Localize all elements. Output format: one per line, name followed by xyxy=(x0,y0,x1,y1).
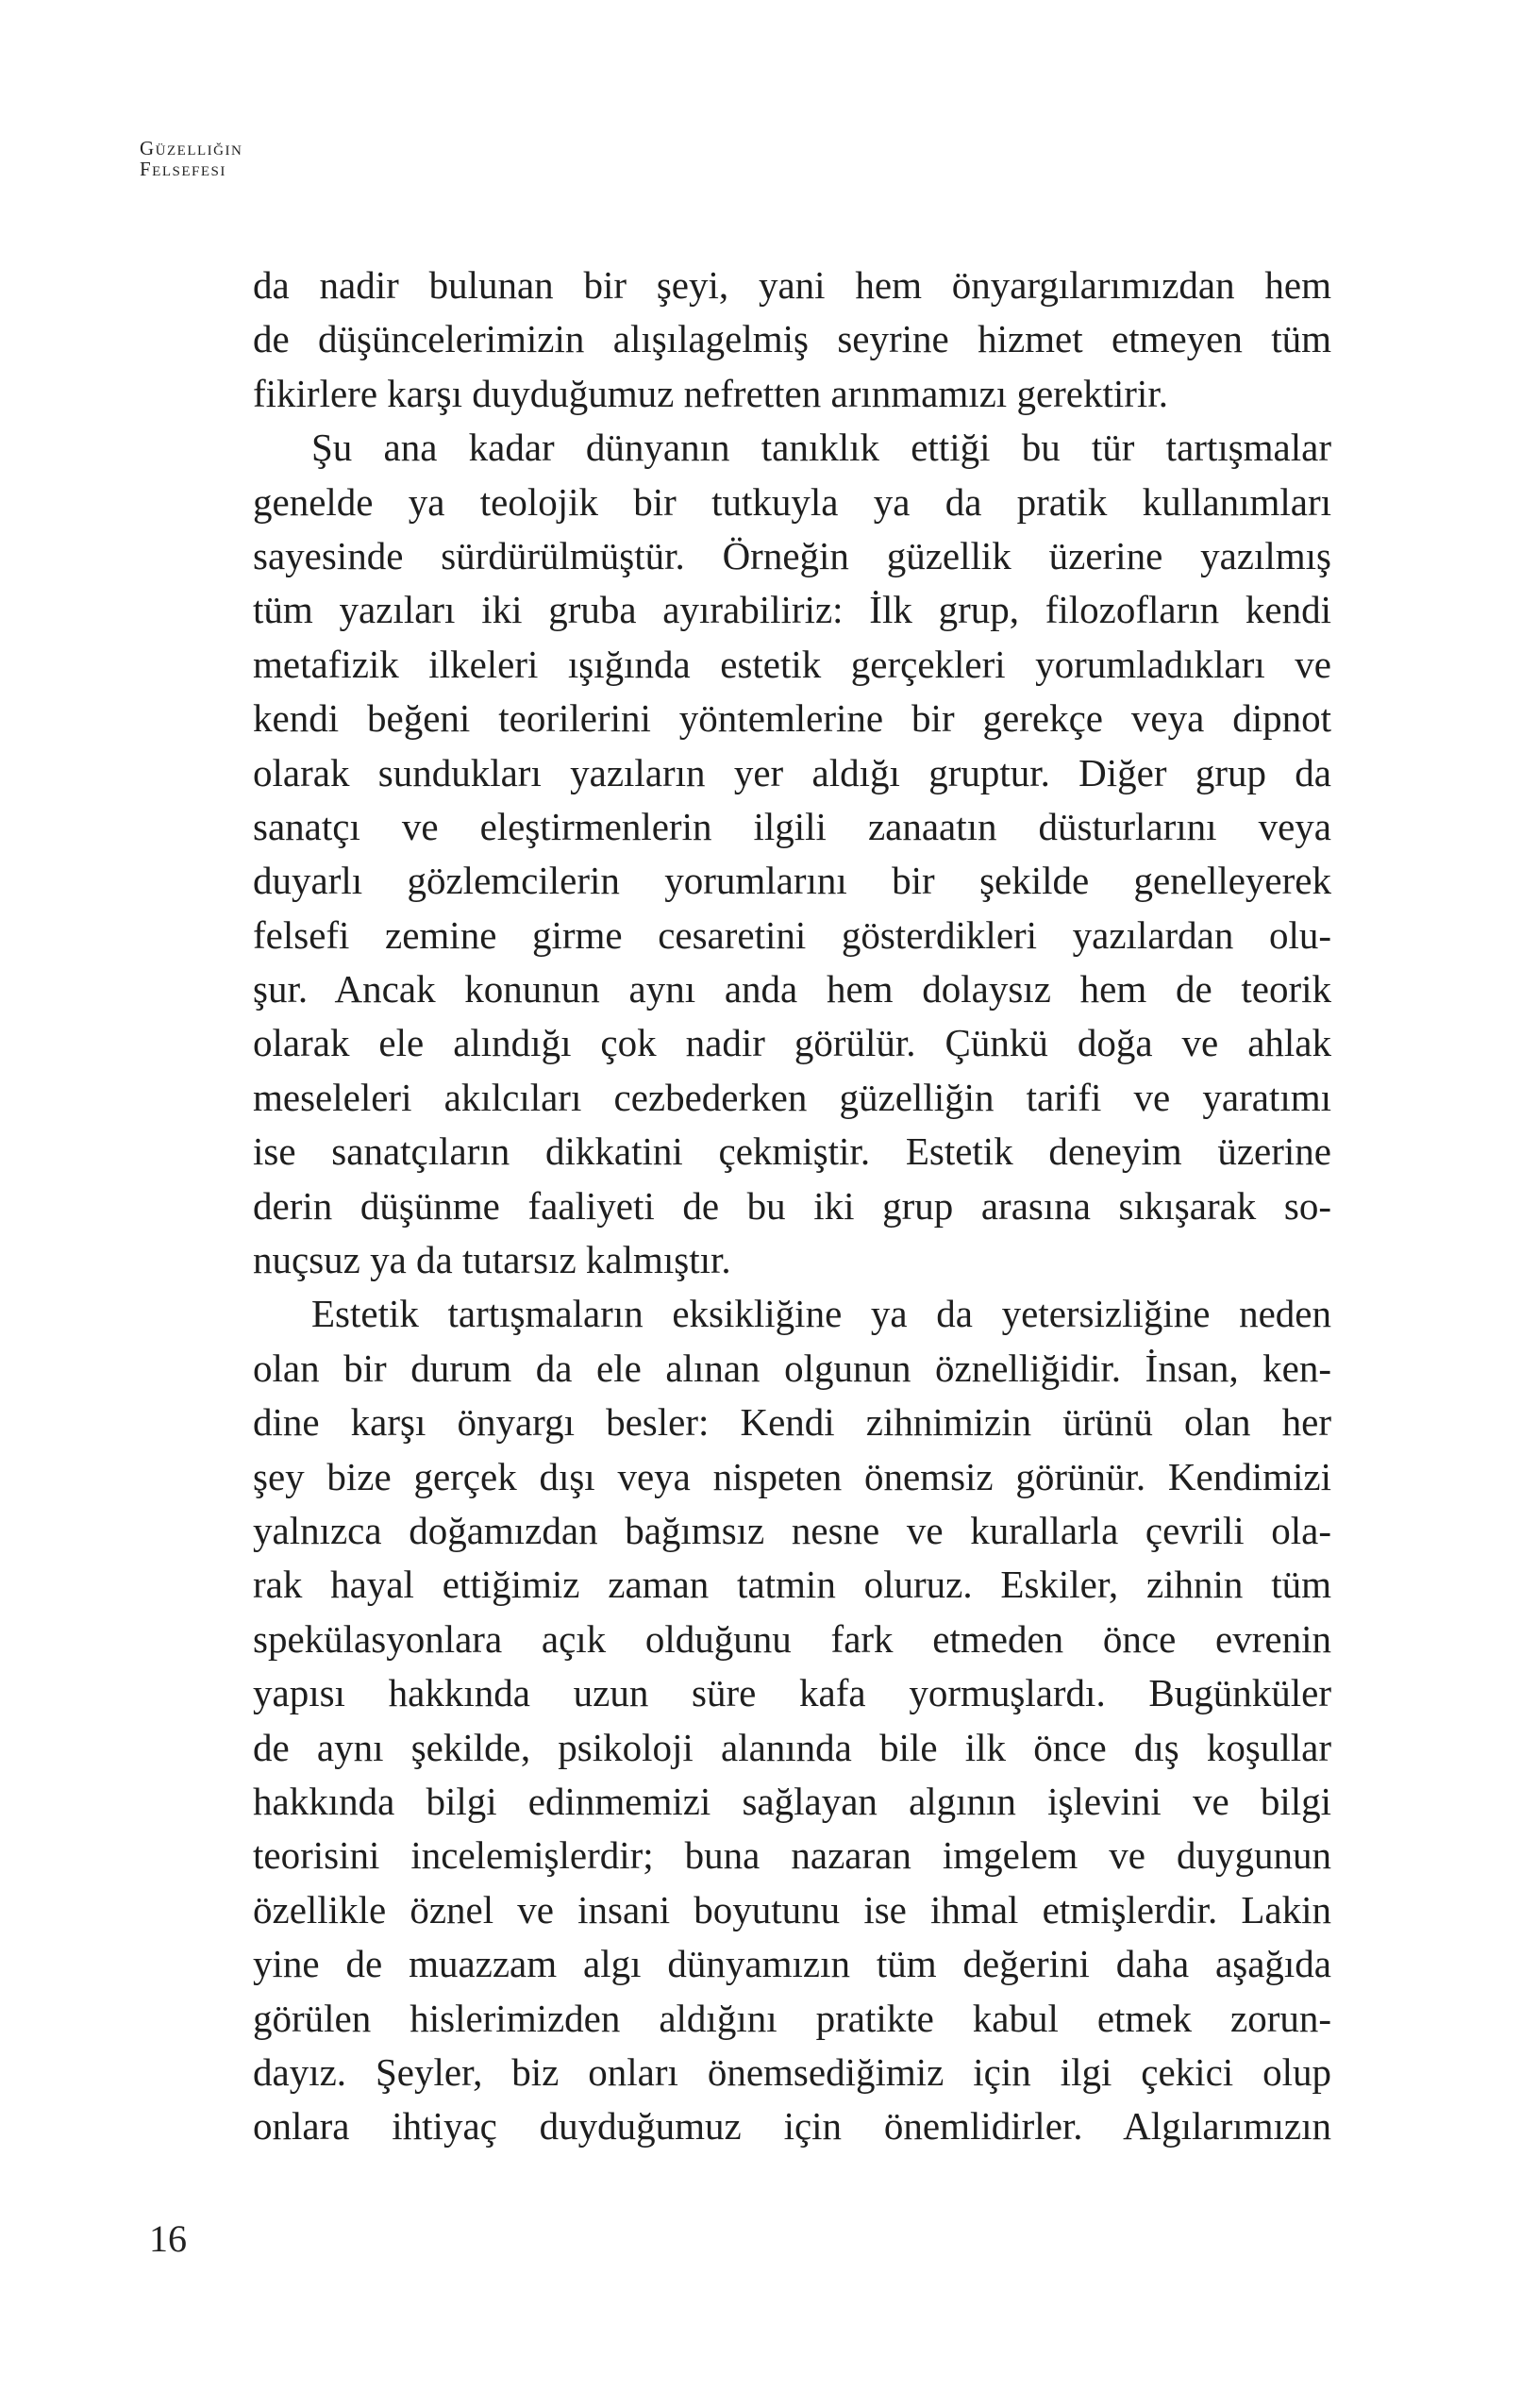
text-line: fikirlere karşı duyduğumuz nefretten arınmamızı gerektirir. xyxy=(253,371,1168,415)
text-line: felsefi zemine girme cesaretini gösterdikleri yazılardan olu- xyxy=(253,912,1331,957)
text-line: duyarlı gözlemcilerin yorumlarını bir şekilde genelleyerek xyxy=(253,859,1331,903)
text-line: şur. Ancak konunun aynı anda hem dolaysız hem de teorik xyxy=(253,967,1331,1012)
text-line: tüm yazıları iki gruba ayırabiliriz: İlk grup, filozofların kendi xyxy=(253,588,1331,632)
text-line: olarak sundukları yazıların yer aldığı gruptur. Diğer grup da xyxy=(253,750,1331,794)
text-line: derin düşünme faaliyeti de bu iki grup arasına sıkışarak so- xyxy=(253,1183,1331,1228)
text-line: olan bir durum da ele alınan olgunun öznelliğidir. İnsan, ken- xyxy=(253,1346,1331,1390)
running-head-title-line-1: Güzelliğin xyxy=(140,137,243,159)
text-line: dine karşı önyargı besler: Kendi zihnimizin ürünü olan her xyxy=(253,1400,1331,1445)
text-line: meseleleri akılcıları cezbederken güzelliğin tarifi ve yaratımı xyxy=(253,1075,1331,1119)
text-line: nuçsuz ya da tutarsız kalmıştır. xyxy=(253,1238,731,1282)
text-line: görülen hislerimizden aldığını pratikte kabul etmek zorun- xyxy=(253,1996,1331,2040)
text-line: metafizik ilkeleri ışığında estetik gerçekleri yorumladıkları ve xyxy=(253,642,1331,686)
running-head-title-line-2: Felsefesi xyxy=(140,158,226,180)
text-line: kendi beğeni teorilerini yöntemlerine bir gerekçe veya dipnot xyxy=(253,696,1331,741)
text-line: yalnızca doğamızdan bağımsız nesne ve kurallarla çevrili ola- xyxy=(253,1508,1331,1552)
text-line: Şu ana kadar dünyanın tanıklık ettiği bu tür tartışmalar xyxy=(311,426,1331,470)
text-line: sanatçı ve eleştirmenlerin ilgili zanaatın düsturlarını veya xyxy=(253,804,1331,848)
text-line: şey bize gerçek dışı veya nispeten önemsiz görünür. Kendimizi xyxy=(253,1454,1331,1498)
text-line: spekülasyonlara açık olduğunu fark etmeden önce evrenin xyxy=(253,1616,1331,1661)
text-line: olarak ele alındığı çok nadir görülür. Çünkü doğa ve ahlak xyxy=(253,1021,1331,1065)
text-line: rak hayal ettiğimiz zaman tatmin oluruz. Eskiler, zihnin tüm xyxy=(253,1563,1331,1607)
text-line: sayesinde sürdürülmüştür. Örneğin güzellik üzerine yazılmış xyxy=(253,533,1331,577)
text-line: yine de muazzam algı dünyamızın tüm değerini daha aşağıda xyxy=(253,1942,1331,1986)
text-line: teorisini incelemişlerdir; buna nazaran imgelem ve duygunun xyxy=(253,1833,1331,1878)
body-text xyxy=(253,259,1331,2154)
text-line: de aynı şekilde, psikoloji alanında bile ilk önce dış koşullar xyxy=(253,1725,1331,1769)
text-line: yapısı hakkında uzun süre kafa yormuşlardı. Bugünküler xyxy=(253,1671,1331,1715)
text-line: de düşüncelerimizin alışılagelmiş seyrine hizmet etmeyen tüm xyxy=(253,317,1331,361)
running-head xyxy=(140,138,242,179)
page-number: 16 xyxy=(149,2217,187,2260)
text-line: ise sanatçıların dikkatini çekmiştir. Estetik deneyim üzerine xyxy=(253,1129,1331,1174)
text-line: özellikle öznel ve insani boyutunu ise ihmal etmişlerdir. Lakin xyxy=(253,1887,1331,1931)
text-line: Estetik tartışmaların eksikliğine ya da yetersizliğine neden xyxy=(311,1292,1331,1336)
text-line: da nadir bulunan bir şeyi, yani hem önyargılarımızdan hem xyxy=(253,263,1331,307)
text-line: genelde ya teolojik bir tutkuyla ya da pratik kullanımları xyxy=(253,479,1331,524)
text-line: hakkında bilgi edinmemizi sağlayan algının işlevini ve bilgi xyxy=(253,1779,1331,1823)
text-line: dayız. Şeyler, biz onları önemsediğimiz için ilgi çekici olup xyxy=(253,2049,1331,2094)
text-line: onlara ihtiyaç duyduğumuz için önemlidirler. Algılarımızın xyxy=(253,2104,1331,2149)
